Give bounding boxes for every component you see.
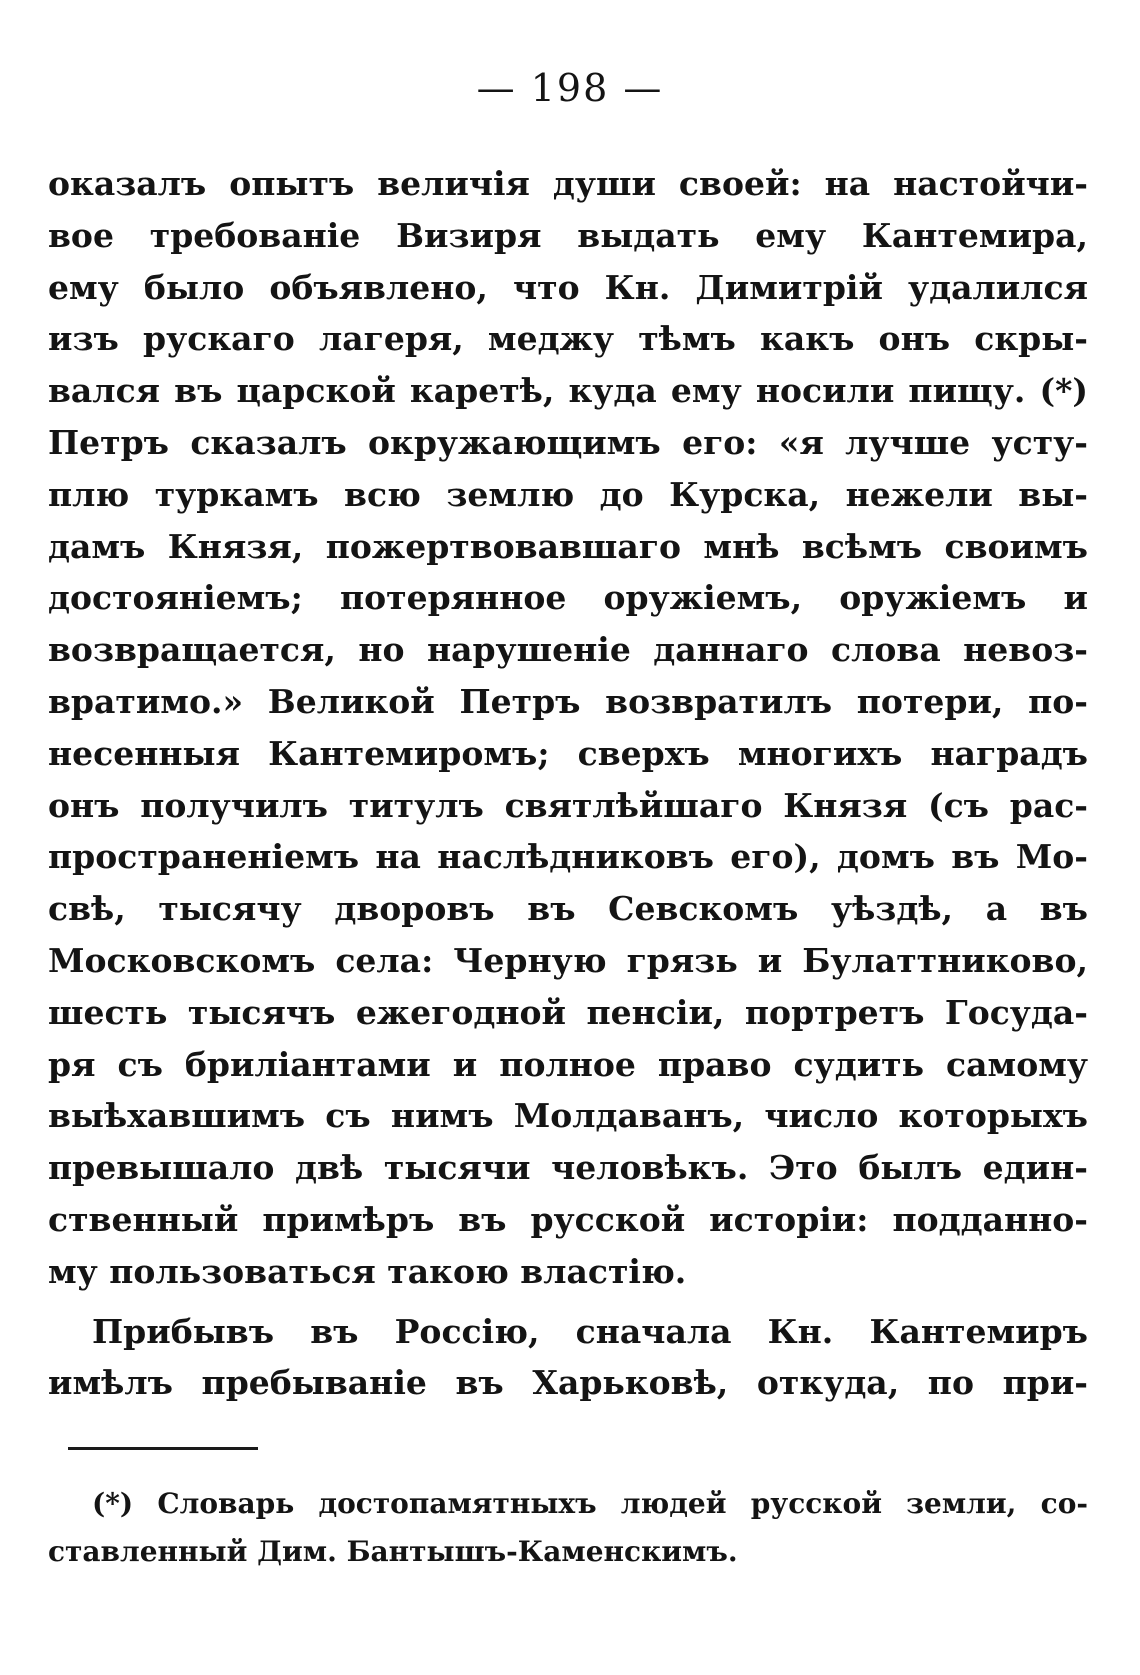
- text-line: ему было объявлено, что Кн. Димитрій удалился: [48, 267, 1088, 307]
- text-line: несенныя Кантемиромъ; сверхъ многихъ наградъ: [48, 733, 1088, 773]
- text-line: свѣ, тысячу дворовъ въ Севскомъ уѣздѣ, а въ: [48, 889, 1088, 929]
- text-line: оказалъ опытъ величія души своей: на настойчи-: [48, 164, 1088, 203]
- footnote: [48, 1480, 1088, 1576]
- text-line: плю туркамъ всю землю до Курска, нежели вы-: [48, 474, 1088, 514]
- text-line: ственный примѣръ въ русской исторіи: подданно-: [48, 1199, 1088, 1239]
- text-line: имѣлъ пребываніе въ Харьковѣ, откуда, по при-: [48, 1363, 1088, 1403]
- text-line: превышало двѣ тысячи человѣкъ. Это былъ един-: [48, 1148, 1088, 1188]
- footnote-line: (*) Словарь достопамятныхъ людей русской земли, со-: [92, 1487, 1088, 1520]
- text-line: шесть тысячъ ежегодной пенсіи, портретъ Госуда-: [48, 992, 1088, 1032]
- text-line: достояніемъ; потерянное оружіемъ, оружіемъ и: [48, 578, 1088, 618]
- text-line: Московскомъ села: Черную грязь и Булаттниково,: [48, 940, 1088, 980]
- text-line: выѣхавшимъ съ нимъ Молдаванъ, число которыхъ: [48, 1096, 1088, 1136]
- page-number: — 198 —: [476, 66, 664, 110]
- text-line: возвращается, но нарушеніе даннаго слова невоз-: [48, 630, 1088, 670]
- text-line: изъ рускаго лагеря, меджу тѣмъ какъ онъ скры-: [48, 319, 1088, 359]
- text-line: ря съ бриліантами и полное право судить самому: [48, 1044, 1088, 1084]
- text-line: Прибывъ въ Россію, сначала Кн. Кантемиръ: [92, 1311, 1088, 1351]
- text-line: Петръ сказалъ окружающимъ его: «я лучше усту-: [48, 422, 1088, 462]
- text-line: дамъ Князя, пожертвовавшаго мнѣ всѣмъ своимъ: [48, 526, 1088, 566]
- text-line: му пользоваться такою властію.: [48, 1251, 687, 1291]
- text-line: пространеніемъ на наслѣдниковъ его), домъ въ Мо-: [48, 837, 1088, 877]
- text-line: вался въ царской каретѣ, куда ему носили пищу. (*): [48, 371, 1088, 411]
- footnote-line: ставленный Дим. Бантышъ-Каменскимъ.: [48, 1535, 738, 1568]
- paragraph-gap: [48, 1298, 1088, 1306]
- main-text: [48, 158, 1088, 1409]
- footnote-divider: [68, 1447, 258, 1450]
- text-line: вое требованіе Визиря выдать ему Кантемира,: [48, 215, 1088, 255]
- text-line: вратимо.» Великой Петръ возвратилъ потери, по-: [48, 681, 1088, 721]
- text-line: онъ получилъ титулъ святлѣйшаго Князя (съ рас-: [48, 785, 1088, 825]
